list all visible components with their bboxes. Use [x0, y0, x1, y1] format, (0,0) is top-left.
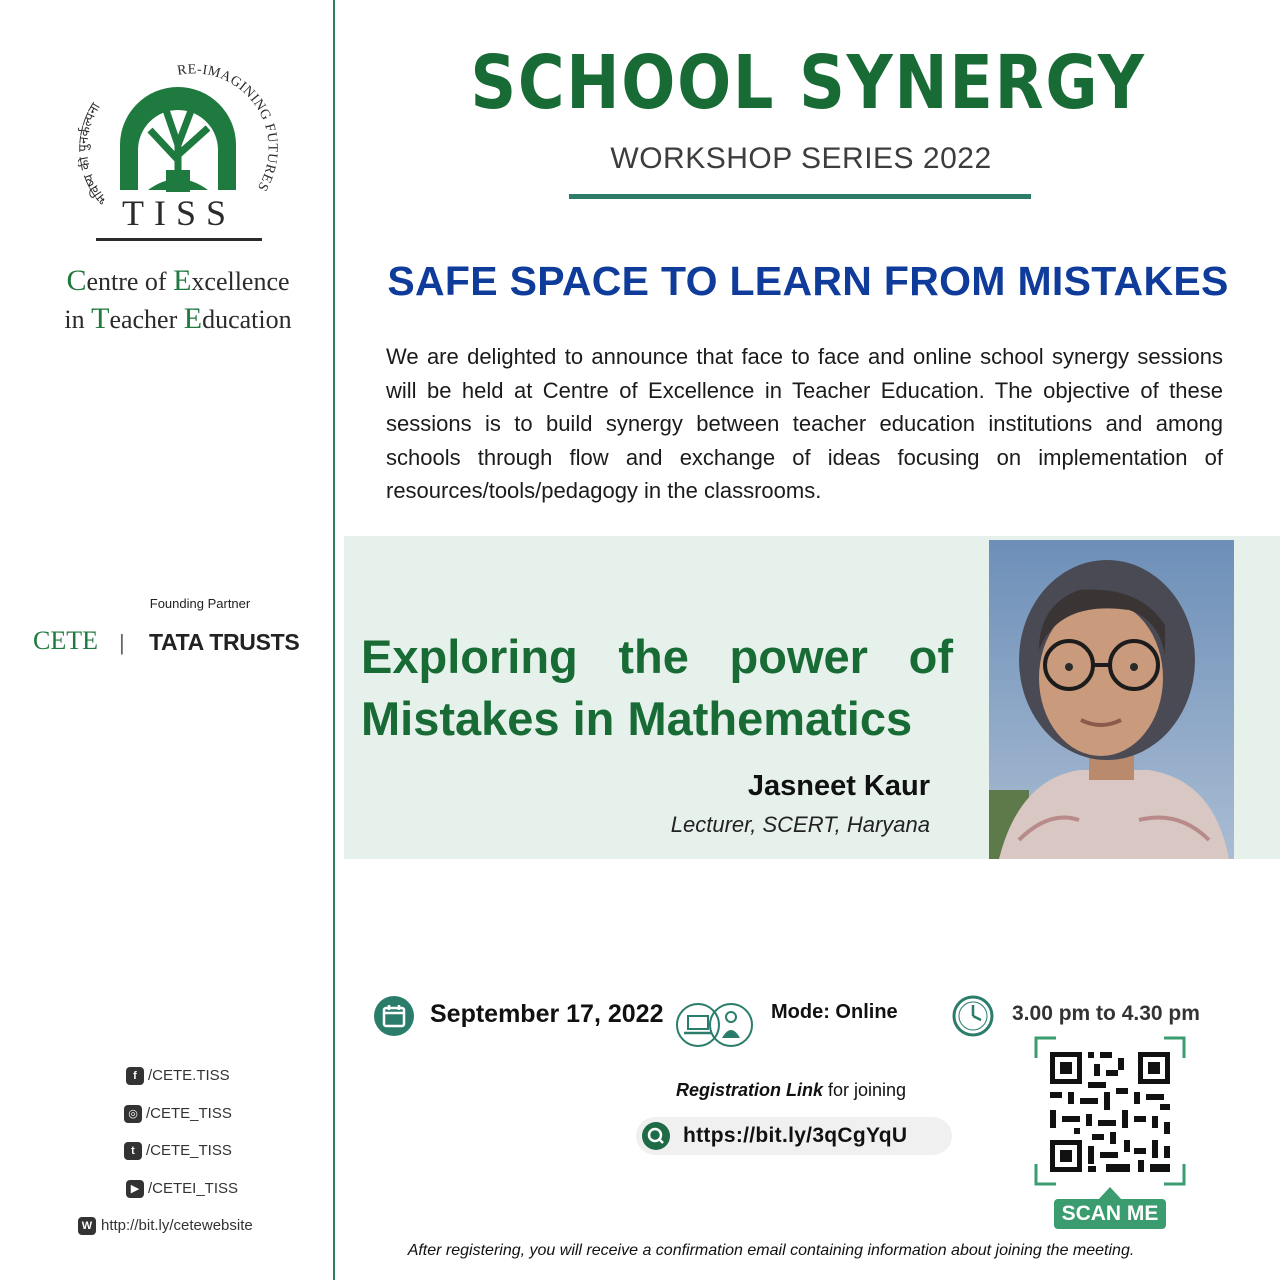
- social-facebook[interactable]: [126, 1067, 366, 1093]
- tata-trusts-logo-text: TATA TRUSTS: [149, 629, 300, 655]
- speaker-role: Lecturer, SCERT, Haryana: [670, 812, 930, 837]
- footnote: After registering, you will receive a confirmation email containing information about joining the meeting.: [407, 1242, 1135, 1259]
- social-twitter-text: /CETE_TISS: [146, 1142, 232, 1159]
- page-title: SCHOOL SYNERGY: [470, 40, 1146, 126]
- social-youtube[interactable]: [126, 1180, 366, 1206]
- scan-me-label: SCAN ME: [1054, 1199, 1166, 1229]
- social-youtube-text: /CETEI_TISS: [148, 1180, 239, 1197]
- event-mode: Mode: Online: [771, 1001, 898, 1023]
- twitter-icon: t: [124, 1142, 142, 1160]
- registration-link[interactable]: https://bit.ly/3qCgYqU: [683, 1124, 908, 1147]
- session-title-word: of: [908, 630, 953, 683]
- cete-logo-text: CETE: [33, 626, 98, 655]
- subtitle-underline: [569, 194, 1031, 199]
- session-title-line2: Mistakes in Mathematics: [361, 692, 913, 745]
- speaker-name: Jasneet Kaur: [747, 770, 930, 802]
- intro-paragraph: We are delighted to announce that face to face and online school synergy sessions will be held at Centre of Excellence in Teacher Education. The objective of these sessions is to build synergy between teacher education institutions and among schools through flow and exchange of ideas focusing on implementation of resources/tools/pedagogy in the classrooms.: [386, 344, 1223, 503]
- social-instagram-text: /CETE_TISS: [146, 1105, 232, 1122]
- event-time: 3.00 pm to 4.30 pm: [1012, 1002, 1200, 1025]
- org-name: Centre of Excellence in Teacher Education: [64, 264, 292, 335]
- session-title-word: Exploring: [361, 630, 578, 683]
- instagram-icon: ◎: [124, 1105, 142, 1123]
- logo-english-arc: RE-IMAGINING FU URES: [176, 62, 278, 194]
- social-twitter[interactable]: [124, 1142, 364, 1168]
- clock-icon: [951, 994, 995, 1038]
- search-icon: [642, 1122, 670, 1150]
- registration-label: Registration Link for joining: [675, 1080, 907, 1100]
- session-title-word: power: [729, 630, 868, 683]
- partner-separator: |: [119, 630, 125, 655]
- website-icon: W: [78, 1217, 96, 1235]
- session-title-word: the: [618, 630, 689, 683]
- partner-logos: [33, 626, 323, 662]
- page-subtitle: WORKSHOP SERIES 2022: [610, 142, 992, 175]
- youtube-icon: ▶: [126, 1180, 144, 1198]
- topic-heading: SAFE SPACE TO LEARN FROM MISTAKES: [387, 258, 1229, 304]
- facebook-icon: f: [126, 1067, 144, 1085]
- social-website[interactable]: [78, 1217, 318, 1243]
- event-date: September 17, 2022: [430, 1000, 664, 1028]
- speaker-photo: [989, 540, 1234, 859]
- session-title: [361, 626, 953, 750]
- online-mode-icon: [676, 1000, 756, 1050]
- founding-partner-label: Founding Partner: [149, 596, 251, 611]
- calendar-icon: [374, 996, 414, 1036]
- logo-hindi-arc: भविष्य की नर्कल्पना: [78, 100, 111, 208]
- qr-code[interactable]: [1034, 1036, 1186, 1186]
- social-instagram[interactable]: [124, 1105, 364, 1131]
- social-website-text: http://bit.ly/cetewebsite: [101, 1217, 253, 1234]
- logo-underline: [96, 238, 262, 241]
- tiss-wordmark: TISS: [121, 193, 237, 233]
- social-facebook-text: /CETE.TISS: [148, 1067, 230, 1084]
